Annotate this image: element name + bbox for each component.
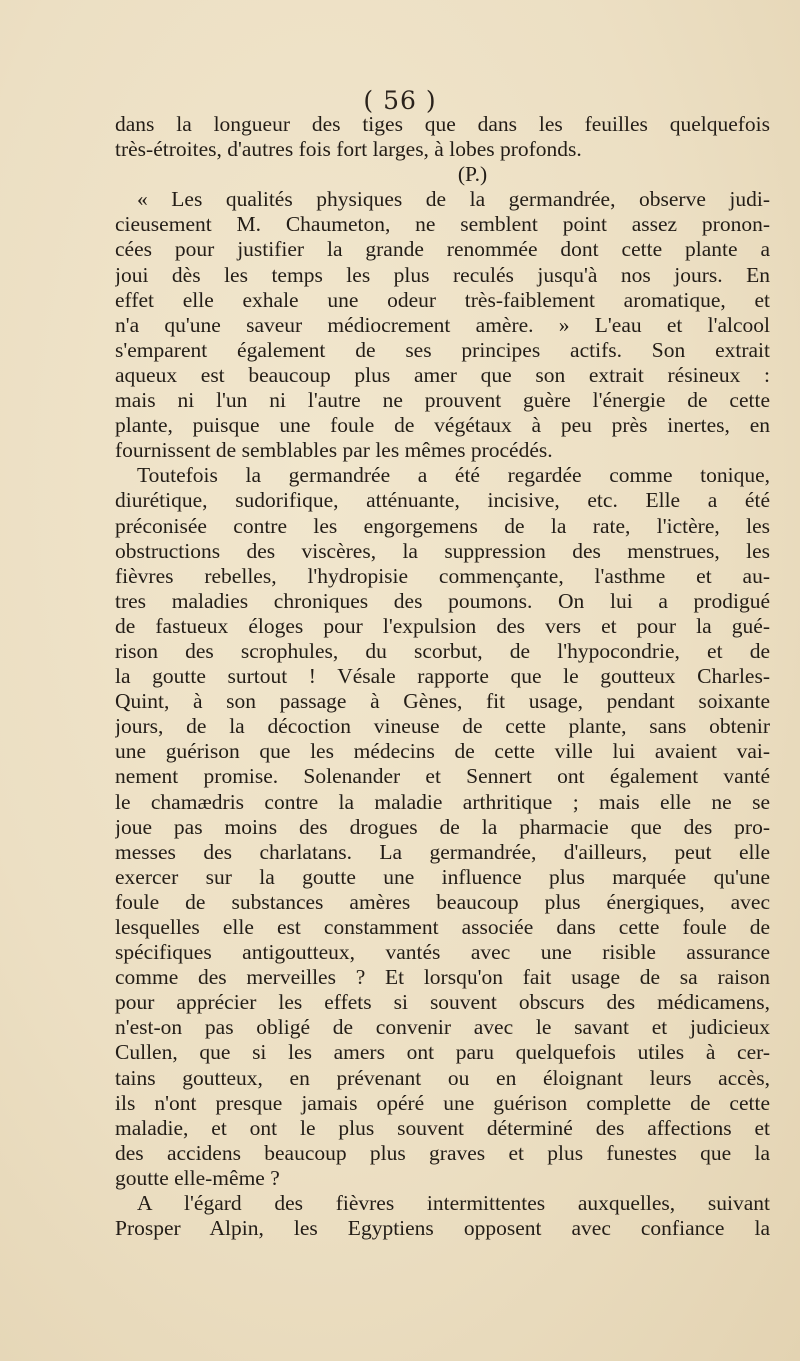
text-line: de fastueux éloges pour l'expulsion des vers et pour la gué- [115, 613, 770, 638]
text-line: ils n'ont presque jamais opéré une guérison complette de cette [115, 1090, 770, 1115]
text-line: dans la longueur des tiges que dans les feuilles quelquefois [115, 112, 770, 136]
text-line: tains goutteux, en prévenant ou en éloignant leurs accès, [115, 1065, 770, 1090]
text-line: plante, puisque une foule de végétaux à peu près inertes, en [115, 413, 770, 438]
text-line: Quint, à son passage à Gènes, fit usage, pendant soixante [115, 689, 770, 714]
text-line: foule de substances amères beaucoup plus énergiques, avec [115, 889, 770, 914]
text-line: fournissent de semblables par les mêmes procédés. [115, 438, 553, 463]
text-line: messes des charlatans. La germandrée, d'ailleurs, peut elle [115, 839, 770, 864]
text-line: « Les qualités physiques de la germandrée, observe judi- [137, 187, 770, 212]
text-line: effet elle exhale une odeur très-faiblement aromatique, et [115, 287, 770, 312]
text-line: très-étroites, d'autres fois fort larges, à lobes profonds. [115, 137, 582, 162]
text-line: obstructions des viscères, la suppression des menstrues, les [115, 538, 770, 563]
text-line: cieusement M. Chaumeton, ne semblent point assez pronon- [115, 212, 770, 237]
text-line: n'a qu'une saveur médiocrement amère. » L'eau et l'alcool [115, 312, 770, 337]
text-line: (P.) [457, 162, 488, 187]
text-line: des accidens beaucoup plus graves et plus funestes que la [115, 1140, 770, 1165]
text-line: maladie, et ont le plus souvent déterminé des affections et [115, 1115, 770, 1140]
text-line: préconisée contre les engorgemens de la rate, l'ictère, les [115, 513, 770, 538]
text-line: joue pas moins des drogues de la pharmacie que des pro- [115, 814, 770, 839]
text-line: A l'égard des fièvres intermittentes auxquelles, suivant [137, 1191, 770, 1216]
text-line: jours, de la décoction vineuse de cette plante, sans obtenir [115, 714, 770, 739]
text-line: goutte elle-même ? [115, 1165, 280, 1190]
text-line: exercer sur la goutte une influence plus marquée qu'une [115, 864, 770, 889]
text-line: comme des merveilles ? Et lorsqu'on fait usage de sa raison [115, 965, 770, 990]
text-line: lesquelles elle est constamment associée dans cette foule de [115, 915, 770, 939]
text-line: spécifiques antigoutteux, vantés avec une risible assurance [115, 940, 770, 965]
text-line: pour apprécier les effets si souvent obscurs des médicamens, [115, 990, 770, 1015]
text-line: mais ni l'un ni l'autre ne prouvent guère l'énergie de cette [115, 388, 770, 413]
text-line: s'emparent également de ses principes actifs. Son extrait [115, 337, 770, 362]
text-line: la goutte surtout ! Vésale rapporte que le goutteux Charles- [115, 664, 770, 689]
body-text [115, 112, 770, 1241]
text-line: joui dès les temps les plus reculés jusqu'à nos jours. En [115, 262, 770, 287]
text-line: diurétique, sudorifique, atténuante, incisive, etc. Elle a été [115, 488, 770, 513]
text-line: tres maladies chroniques des poumons. On lui a prodigué [115, 588, 770, 613]
text-line: Cullen, que si les amers ont paru quelquefois utiles à cer- [115, 1040, 770, 1065]
text-line: n'est-on pas obligé de convenir avec le savant et judicieux [115, 1015, 770, 1040]
text-line: Toutefois la germandrée a été regardée comme tonique, [137, 463, 770, 488]
page-number: ( 56 ) [363, 86, 437, 115]
text-line: cées pour justifier la grande renommée dont cette plante a [115, 237, 770, 262]
text-line: rison des scrophules, du scorbut, de l'hypocondrie, et de [115, 638, 770, 663]
text-line: une guérison que les médecins de cette ville lui avaient vai- [115, 739, 770, 764]
text-line: nement promise. Solenander et Sennert ont également vanté [115, 764, 770, 789]
text-line: Prosper Alpin, les Egyptiens opposent avec confiance la [115, 1216, 770, 1241]
text-line: aqueux est beaucoup plus amer que son extrait résineux : [115, 362, 770, 387]
text-line: le chamædris contre la maladie arthritique ; mais elle ne se [115, 789, 770, 814]
text-line: fièvres rebelles, l'hydropisie commençante, l'asthme et au- [115, 563, 770, 588]
